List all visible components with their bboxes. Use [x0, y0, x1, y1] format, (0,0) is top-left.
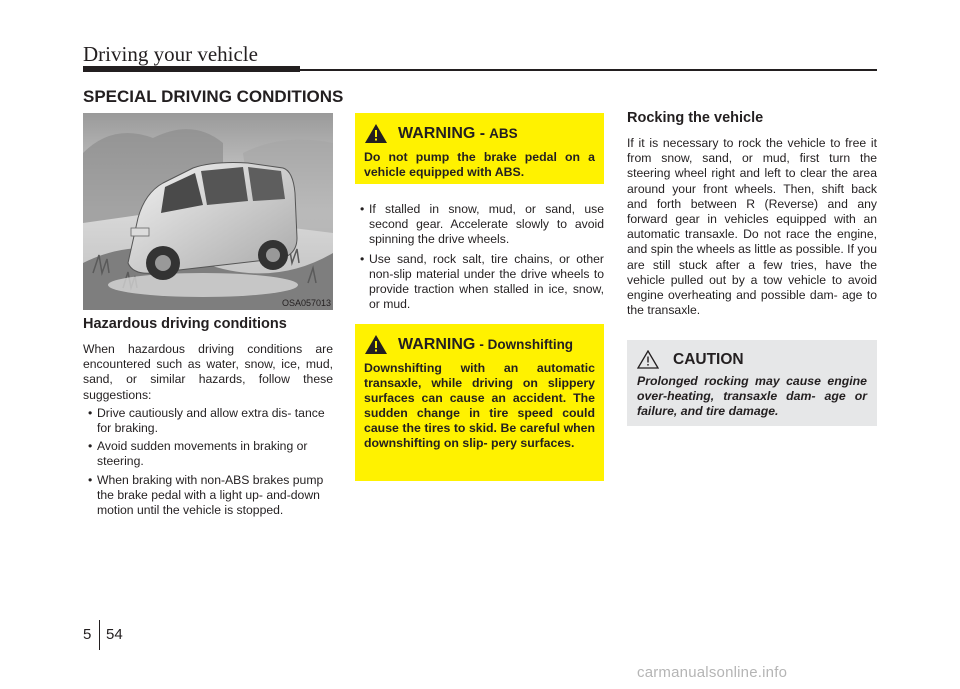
rocking-section: [627, 110, 877, 318]
caution-box: [627, 340, 877, 426]
watermark: carmanualsonline.info: [637, 664, 788, 681]
list-item: • Avoid sudden movements in braking or steering.: [83, 439, 333, 469]
page-number: 54: [106, 626, 123, 643]
warning-abs-box: [355, 113, 604, 184]
list-item: • When braking with non-ABS brakes pump the brake pedal with a light up- and-down motion until the vehicle is stopped.: [83, 473, 333, 519]
warning-label: WARNING -: [398, 124, 486, 142]
hazardous-list: [83, 406, 333, 518]
list-item: • Drive cautiously and allow extra dis- tance for braking.: [83, 406, 333, 436]
header-title: Driving your vehicle: [83, 42, 258, 66]
car-illustration: [83, 113, 333, 310]
section-number: 5: [83, 626, 92, 643]
list-item: • If stalled in snow, mud, or sand, use second gear. Accelerate slowly to avoid spinning the drive wheels.: [355, 202, 604, 248]
list-item: • Use sand, rock salt, tire chains, or other non-slip material under the drive wheels to provide traction when stalled in ice, snow, or mud.: [355, 252, 604, 313]
section-title: SPECIAL DRIVING CONDITIONS: [83, 87, 344, 106]
header-rule: [300, 69, 877, 71]
header-bar: [83, 66, 300, 72]
image-code: OSA057013: [281, 298, 331, 308]
hazardous-intro: When hazardous driving conditions are encountered such as water, snow, ice, mud, sand, or similar hazards, follow these suggestions:: [83, 342, 333, 402]
caution-text: Prolonged rocking may cause engine over-heating, transaxle dam- age or failure, and tire damage.: [637, 374, 867, 418]
hazardous-heading: Hazardous driving conditions: [83, 316, 287, 332]
warning-text: Do not pump the brake pedal on a vehicle equipped with ABS.: [364, 150, 595, 179]
warning-subject: ABS: [489, 126, 518, 141]
stalled-list: [355, 202, 604, 316]
warning-subject: - Downshifting: [479, 337, 574, 352]
hazardous-section: [83, 316, 333, 521]
warning-triangle-icon: [364, 123, 388, 144]
car-drawing: [83, 113, 333, 310]
footer-divider: [99, 620, 100, 650]
caution-label: CAUTION: [673, 350, 744, 368]
rocking-text: If it is necessary to rock the vehicle to free it from snow, sand, or mud, first turn the steering wheel right and left to clear the area around your front wheels. Then, shift back and forth between R (Reverse) and any forward gear in vehicles equipped with an automatic transaxle. Do not race the engine, and spin the wheels as little as possible. If you are still stuck after a few tries, have the vehicle pulled out by a tow vehicle to avoid engine overheating and possible dam- age to the transaxle.: [627, 136, 877, 318]
rocking-heading: Rocking the vehicle: [627, 110, 764, 126]
warning-text: Downshifting with an automatic transaxle, while driving on slippery surfaces can cause an accident. The sudden change in tire speed could cause the tires to skid. Be careful when downshifting on slip- pery surfaces.: [364, 361, 595, 450]
warning-triangle-icon: [364, 334, 388, 355]
warning-downshift-box: [355, 324, 604, 481]
warning-label: WARNING: [398, 335, 476, 353]
caution-triangle-icon: [637, 350, 659, 369]
